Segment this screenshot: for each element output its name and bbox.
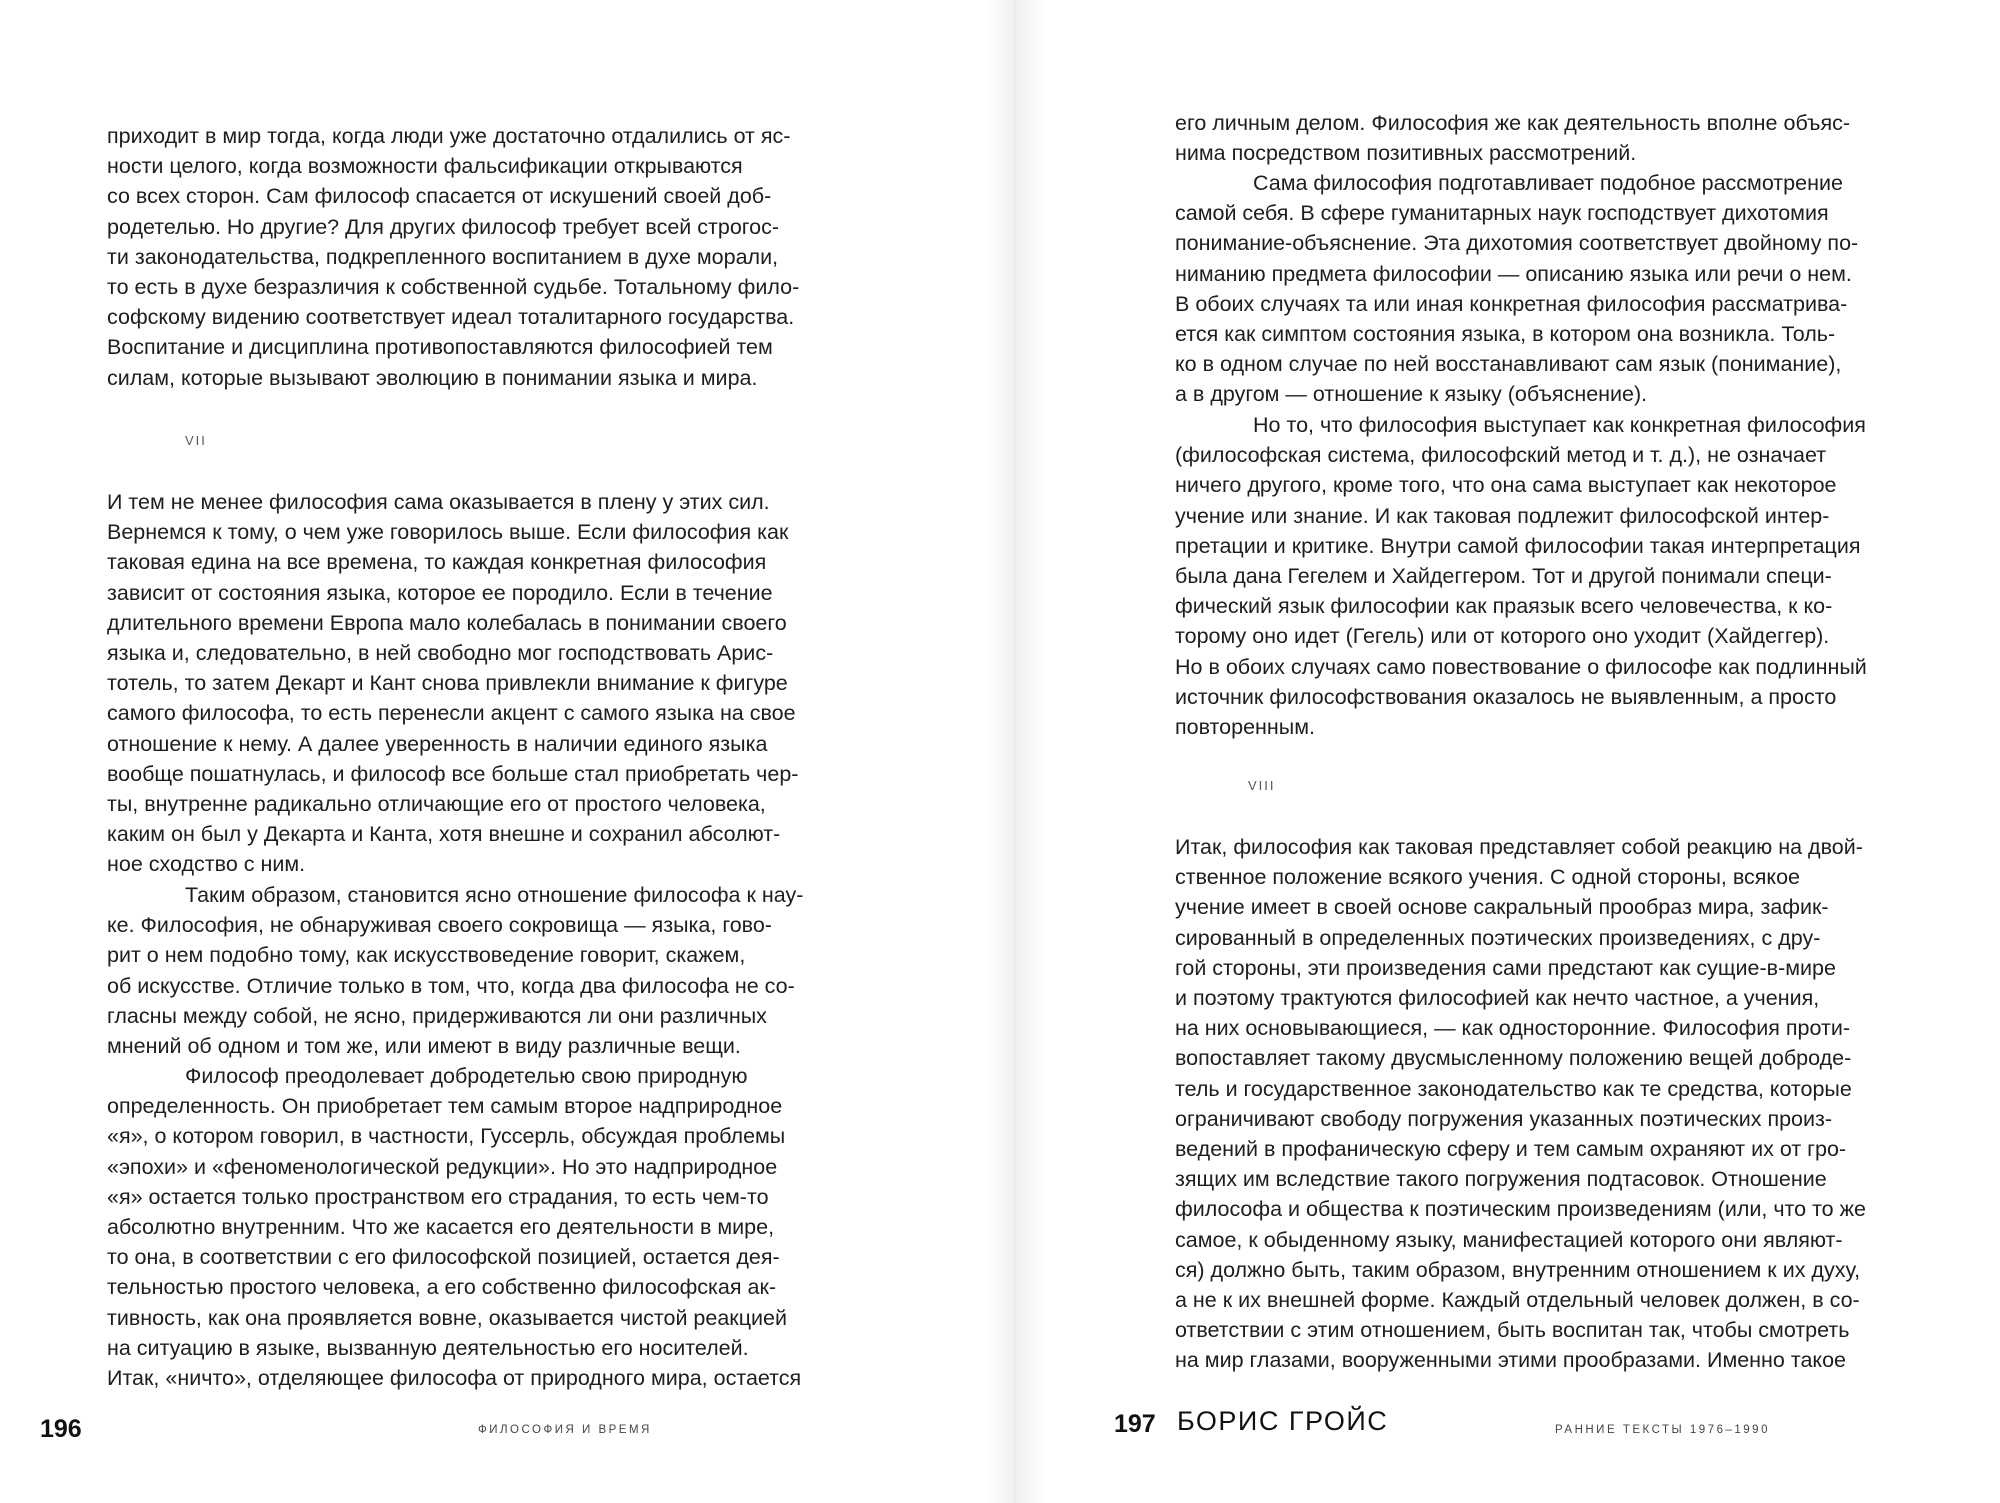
text-line: ко в одном случае по ней восстанавливают сам язык (понимание), xyxy=(1175,352,1842,377)
text-line: об искусстве. Отличие только в том, что, когда два философа не со- xyxy=(107,973,795,998)
left-paragraph-1 xyxy=(107,487,837,880)
left-paragraph-2 xyxy=(107,880,837,1061)
text-line: вообще пошатнулась, и философ все больше стал приобретать чер- xyxy=(107,761,799,786)
text-line: тивность, как она проявляется вовне, оказывается чистой реакцией xyxy=(107,1305,787,1330)
text-line: ты, внутренне радикально отличающие его от простого человека, xyxy=(107,792,766,817)
text-line: сированный в определенных поэтических произведениях, с дру- xyxy=(1175,925,1821,950)
text-line: нима посредством позитивных рассмотрений. xyxy=(1175,141,1637,166)
text-line: ется как симптом состояния языка, в котором она возникла. Толь- xyxy=(1175,322,1836,347)
text-line: ничего другого, кроме того, что она сама выступает как некоторое xyxy=(1175,473,1837,498)
text-line: источник философствования оказалось не выявленным, а просто xyxy=(1175,684,1837,709)
text-line: определенность. Он приобретает тем самым второе надприродное xyxy=(107,1094,783,1119)
text-line: а не к их внешней форме. Каждый отдельный человек должен, в со- xyxy=(1175,1288,1860,1313)
text-line: Воспитание и дисциплина противопоставляются философией тем xyxy=(107,335,773,360)
text-line: отношение к нему. А далее уверенность в наличии единого языка xyxy=(107,731,768,756)
text-line: а в другом — отношение к языку (объяснение). xyxy=(1175,382,1648,407)
text-line: претации и критике. Внутри самой философии такая интерпретация xyxy=(1175,533,1861,558)
text-line: то она, в соответствии с его философской позицией, остается дея- xyxy=(107,1245,780,1270)
text-line: самой себя. В сфере гуманитарных наук господствует дихотомия xyxy=(1175,201,1829,226)
text-line: учение имеет в своей основе сакральный прообраз мира, зафик- xyxy=(1175,895,1829,920)
section-number-vii: VII xyxy=(185,433,207,448)
text-line: Итак, философия как таковая представляет собой реакцию на двой- xyxy=(1175,835,1863,859)
left-paragraph-3 xyxy=(107,1061,837,1393)
text-line: ниманию предмета философии — описанию языка или речи о нем. xyxy=(1175,261,1852,286)
text-line: «я», о котором говорил, в частности, Гуссерль, обсуждая проблемы xyxy=(107,1124,786,1149)
text-line: ответствии с этим отношением, быть воспитан так, чтобы смотреть xyxy=(1175,1318,1850,1343)
text-line: торому оно идет (Гегель) или от которого оно уходит (Хайдеггер). xyxy=(1175,624,1830,649)
text-line: Вернемся к тому, о чем уже говорилось выше. Если философия как xyxy=(107,520,789,545)
text-line: В обоих случаях та или иная конкретная философия рассматрива- xyxy=(1175,291,1848,316)
section-number-viii: VIII xyxy=(1248,778,1276,793)
text-line: абсолютно внутренним. Что же касается его деятельности в мире, xyxy=(107,1215,775,1240)
right-page xyxy=(1000,0,2000,1503)
text-line: ти законодательства, подкрепленного воспитанием в духе морали, xyxy=(107,244,779,269)
text-line: самого философа, то есть перенесли акцент с самого языка на свое xyxy=(107,701,796,726)
text-line: вопоставляет такому двусмысленному положению вещей доброде- xyxy=(1175,1046,1852,1071)
text-line: Итак, «ничто», отделяющее философа от природного мира, остается xyxy=(107,1366,802,1391)
text-line: тельностью простого человека, а его собственно философская ак- xyxy=(107,1275,777,1300)
right-paragraph-top xyxy=(1175,108,1905,168)
text-line: ное сходство с ним. xyxy=(107,852,306,877)
text-line: ведений в профаническую сферу и тем самым охраняют их от гро- xyxy=(1175,1137,1847,1162)
text-line: ственное положение всякого учения. С одной стороны, всякое xyxy=(1175,865,1800,890)
text-line: (философская система, философский метод и т. д.), не означает xyxy=(1175,443,1827,468)
text-line: Но в обоих случаях само повествование о философе как подлинный xyxy=(1175,654,1867,679)
running-head-left: ФИЛОСОФИЯ И ВРЕМЯ xyxy=(478,1424,652,1436)
text-line: зависит от состояния языка, которое ее породило. Если в течение xyxy=(107,580,773,605)
text-line: ся) должно быть, таким образом, внутренним отношением к их духу, xyxy=(1175,1257,1861,1282)
text-line: «я» остается только пространством его страдания, то есть чем-то xyxy=(107,1184,769,1209)
text-line: на ситуацию в языке, вызванную деятельностью его носителей. xyxy=(107,1335,749,1360)
left-paragraph-top xyxy=(107,121,837,393)
text-line: тотель, то затем Декарт и Кант снова привлекли внимание к фигуре xyxy=(107,671,788,696)
right-paragraph-1 xyxy=(1175,168,1905,410)
text-line: повторенным. xyxy=(1175,715,1315,740)
text-line: понимание-объяснение. Эта дихотомия соответствует двойному по- xyxy=(1175,231,1859,256)
text-line: ности целого, когда возможности фальсификации открываются xyxy=(107,154,743,179)
text-line: Но то, что философия выступает как конкретная философия xyxy=(1253,413,1866,437)
text-line: языка и, следовательно, в ней свободно мог господствовать Арис- xyxy=(107,641,774,666)
text-line: и поэтому трактуются философией как нечто частное, а учения, xyxy=(1175,986,1820,1011)
text-line: учение или знание. И как таковая подлежит философской интер- xyxy=(1175,503,1830,528)
text-line: тель и государственное законодательство как те средства, которые xyxy=(1175,1076,1852,1101)
text-line: Таким образом, становится ясно отношение философа к нау- xyxy=(185,883,804,907)
text-line: фический язык философии как праязык всего человечества, к ко- xyxy=(1175,594,1833,619)
text-line: на них основывающиеся, — как односторонние. Философия проти- xyxy=(1175,1016,1850,1041)
page-number-right: 197 xyxy=(1114,1410,1156,1438)
text-line: ограничивают свободу погружения указанных поэтических произ- xyxy=(1175,1106,1833,1131)
text-line: родетелью. Но другие? Для других философ требует всей строгос- xyxy=(107,214,780,239)
text-line: на мир глазами, вооруженными этими прообразами. Именно такое xyxy=(1175,1348,1846,1373)
text-line: силам, которые вызывают эволюцию в понимании языка и мира. xyxy=(107,365,758,390)
text-line: И тем не менее философия сама оказывается в плену у этих сил. xyxy=(107,490,770,514)
text-line: софскому видению соответствует идеал тоталитарного государства. xyxy=(107,305,795,330)
page-number-left: 196 xyxy=(40,1415,82,1443)
text-line: таковая едина на все времена, то каждая конкретная философия xyxy=(107,550,767,575)
text-line: его личным делом. Философия же как деятельность вполне объяс- xyxy=(1175,111,1851,135)
text-line: самое, к обыденному языку, манифестацией которого они являют- xyxy=(1175,1227,1843,1252)
right-paragraph-2 xyxy=(1175,410,1905,742)
text-line: гой стороны, эти произведения сами предстают как сущие-в-мире xyxy=(1175,955,1836,980)
text-line: длительного времени Европа мало колебалась в понимании своего xyxy=(107,610,787,635)
text-line: то есть в духе безразличия к собственной судьбе. Тотальному фило- xyxy=(107,275,800,300)
text-line: зящих им вследствие такого погружения подтасовок. Отношение xyxy=(1175,1167,1827,1192)
text-line: «эпохи» и «феноменологической редукции». Но это надприродное xyxy=(107,1154,778,1179)
text-line: приходит в мир тогда, когда люди уже достаточно отдалились от яс- xyxy=(107,124,791,148)
text-line: со всех сторон. Сам философ спасается от искушений своей доб- xyxy=(107,184,772,209)
text-line: каким он был у Декарта и Канта, хотя внешне и сохранил абсолют- xyxy=(107,822,781,847)
text-line: ке. Философия, не обнаруживая своего сокровища — языка, гово- xyxy=(107,913,772,938)
text-line: гласны между собой, не ясно, придерживаются ли они различных xyxy=(107,1003,767,1028)
right-paragraph-3 xyxy=(1175,832,1905,1376)
text-line: Философ преодолевает добродетелью свою природную xyxy=(185,1064,748,1088)
text-line: была дана Гегелем и Хайдеггером. Тот и другой понимали специ- xyxy=(1175,564,1832,589)
text-line: Сама философия подготавливает подобное рассмотрение xyxy=(1253,171,1843,195)
text-line: философа и общества к поэтическим произведениям (или, что то же xyxy=(1175,1197,1866,1222)
author-name-head: БОРИС ГРОЙС xyxy=(1177,1406,1389,1436)
text-line: рит о нем подобно тому, как искусствоведение говорит, скажем, xyxy=(107,943,746,968)
text-line: мнений об одном и том же, или имеют в виду различные вещи. xyxy=(107,1034,741,1059)
running-head-right: РАННИЕ ТЕКСТЫ 1976–1990 xyxy=(1555,1424,1770,1436)
